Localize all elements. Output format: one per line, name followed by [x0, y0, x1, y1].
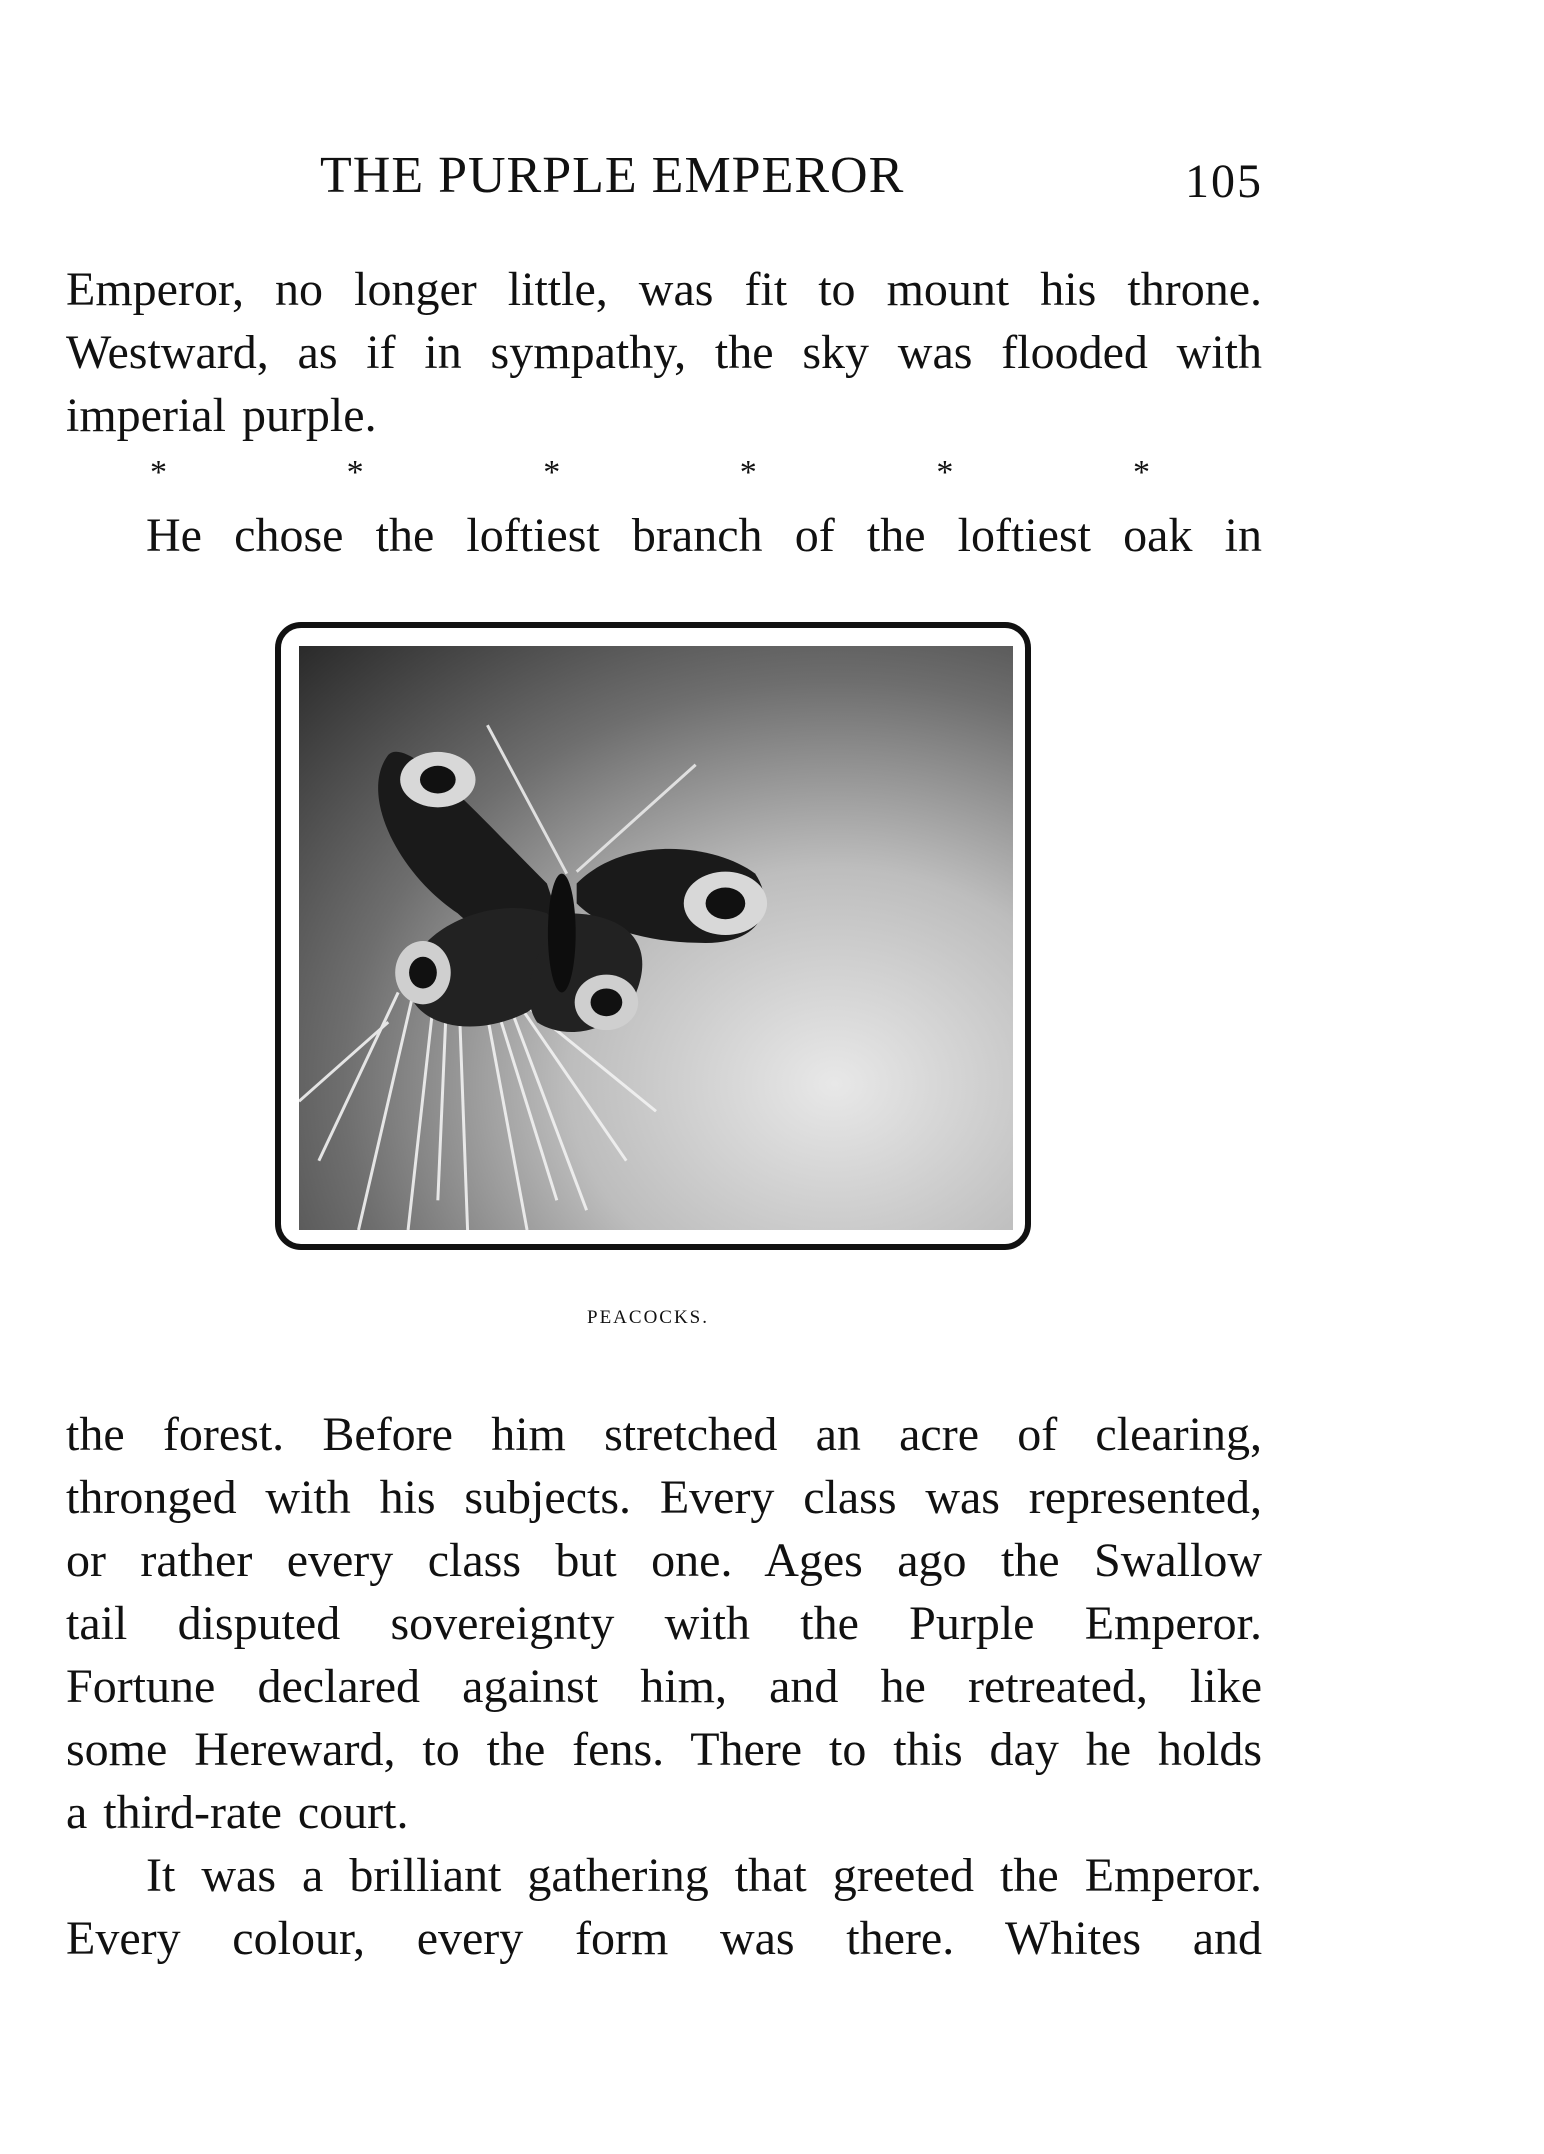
paragraph-3 [66, 1403, 1262, 1844]
paragraph-1 [66, 258, 1262, 447]
text-line: Fortune declared against him, and he retreated, like [66, 1660, 1262, 1713]
text-line: Every colour, every form was there. Whites and [66, 1912, 1262, 1965]
asterisk: * [150, 454, 167, 491]
text-line: the forest. Before him stretched an acre of clearing, [66, 1408, 1262, 1461]
text-line: He chose the loftiest branch of the loftiest oak in [146, 509, 1262, 562]
text-line: It was a brilliant gathering that greeted the Emperor. [146, 1849, 1262, 1902]
text-line: imperial purple. [66, 389, 377, 442]
peacock-butterfly-photo [299, 646, 1013, 1230]
text-line: Emperor, no longer little, was fit to mount his throne. [66, 263, 1262, 316]
asterisk: * [346, 454, 364, 491]
running-title: THE PURPLE EMPEROR [320, 147, 905, 204]
asterisk: * [936, 454, 954, 491]
butterfly-illustration [299, 646, 1013, 1230]
text-line: a third-rate court. [66, 1786, 409, 1839]
asterisk: * [739, 454, 757, 491]
text-line: or rather every class but one. Ages ago the Swallow [66, 1534, 1262, 1587]
section-break-asterisks [150, 456, 1150, 490]
paragraph-4 [66, 1844, 1262, 1970]
text-line: Westward, as if in sympathy, the sky was flooded with [66, 326, 1262, 379]
figure-frame [275, 622, 1031, 1250]
page-number: 105 [1185, 155, 1263, 208]
paragraph-2 [66, 504, 1262, 567]
text-line: some Hereward, to the fens. There to this day he holds [66, 1723, 1262, 1776]
asterisk: * [543, 454, 561, 491]
asterisk: * [1132, 454, 1150, 491]
text-line: tail disputed sovereignty with the Purple Emperor. [66, 1597, 1262, 1650]
text-line: thronged with his subjects. Every class was represented, [66, 1471, 1262, 1524]
peacock-butterfly [378, 725, 767, 1032]
figure-caption: PEACOCKS. [587, 1307, 709, 1328]
